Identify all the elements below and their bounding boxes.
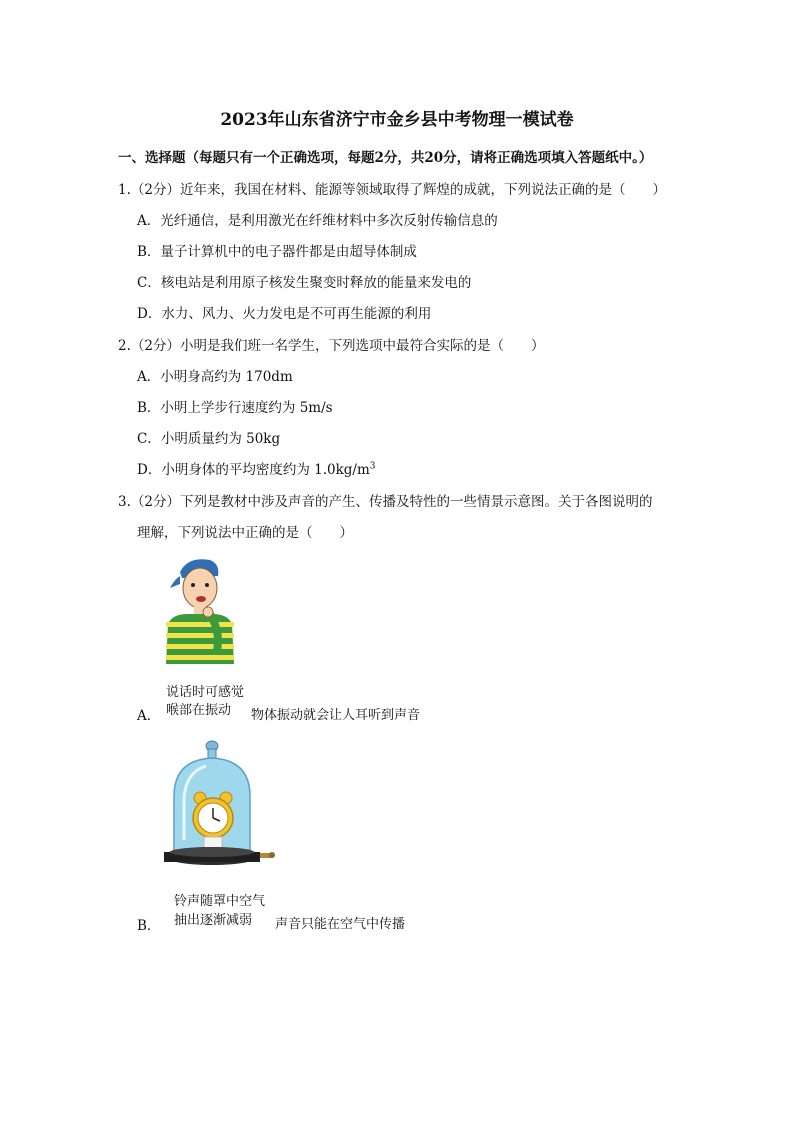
question-2-option-d-text: D．小明身体的平均密度约为 1.0kg/m [137, 462, 370, 478]
figure-a-caption-line2: 喉部在振动 [166, 703, 232, 718]
question-1-option-b: B．量子计算机中的电子器件都是由超导体制成 [137, 244, 417, 260]
question-2-option-c: C．小明质量约为 50kg [137, 431, 281, 447]
question-3-stem-line2: 理解，下列说法中正确的是（ ） [137, 525, 353, 541]
question-2-stem: 2.（2分）小明是我们班一名学生，下列选项中最符合实际的是（ ） [118, 338, 545, 354]
question-2-option-a: A．小明身高约为 170dm [137, 369, 293, 385]
section-heading: 一、选择题（每题只有一个正确选项，每题2分，共20分，请将正确选项填入答题纸中。） [118, 150, 653, 166]
question-3-option-a-text: 物体振动就会让人耳听到声音 [251, 708, 421, 723]
question-3-option-b-letter: B． [137, 918, 161, 934]
superscript: 3 [369, 461, 376, 472]
figure-a-caption-line1: 说话时可感觉 [166, 685, 245, 700]
question-2-option-b: B．小明上学步行速度约为 5m/s [137, 400, 333, 416]
figure-b-caption-line2: 抽出逐渐减弱 [174, 913, 253, 928]
question-3-option-b-text: 声音只能在空气中传播 [275, 917, 406, 932]
question-1-option-c: C．核电站是利用原子核发生聚变时释放的能量来发电的 [137, 275, 472, 291]
question-3-option-a-letter: A． [137, 708, 161, 724]
question-3-stem-line1: 3.（2分）下列是教材中涉及声音的产生、传播及特性的一些情景示意图。关于各图说明的 [118, 494, 653, 510]
question-1-option-a: A．光纤通信，是利用激光在纤维材料中多次反射传输信息的 [137, 213, 498, 229]
question-1-option-d: D．水力、风力、火力发电是不可再生能源的利用 [137, 306, 432, 322]
question-1-stem: 1.（2分）近年来，我国在材料、能源等领域取得了辉煌的成就，下列说法正确的是（ ） [118, 182, 666, 198]
question-2-option-d [137, 458, 376, 478]
figure-b-caption-line1: 铃声随罩中空气 [174, 894, 266, 909]
bell-jar-clock-icon [160, 740, 280, 880]
boy-throat-figure-icon [158, 554, 242, 674]
page-title: 2023年山东省济宁市金乡县中考物理一模试卷 [220, 110, 574, 130]
